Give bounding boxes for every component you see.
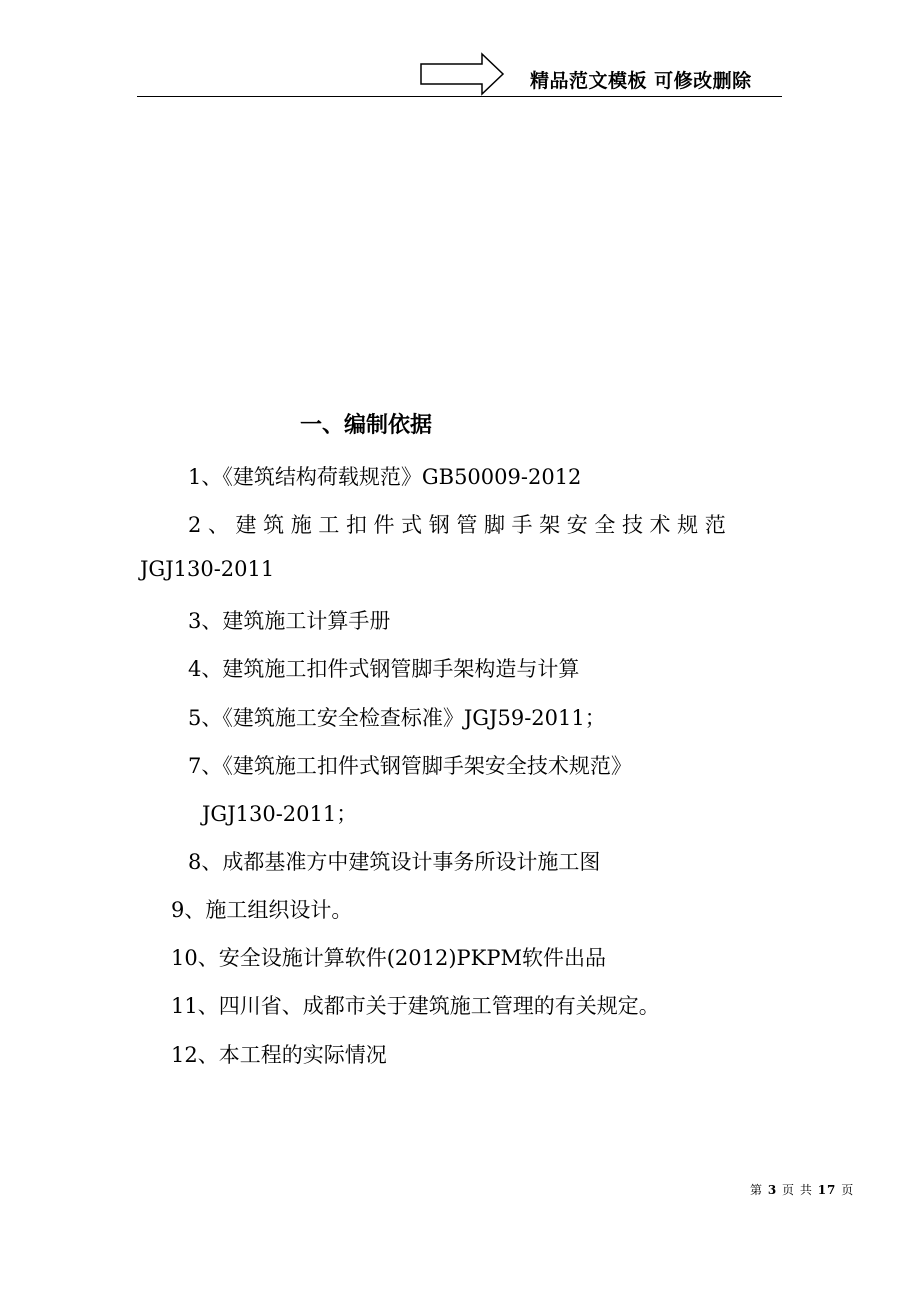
list-item: 7、《建筑施工扣件式钢管脚手架安全技术规范》 bbox=[188, 754, 632, 778]
current-page-number: 3 bbox=[767, 1183, 778, 1197]
total-page-count: 17 bbox=[817, 1183, 837, 1197]
header-divider bbox=[137, 96, 782, 97]
list-item: 1、《建筑结构荷载规范》GB50009-2012 bbox=[188, 465, 582, 489]
header-banner-text: 精品范文模板 可修改删除 bbox=[530, 70, 752, 92]
list-item: 11、四川省、成都市关于建筑施工管理的有关规定。 bbox=[171, 994, 660, 1018]
list-item: 10、安全设施计算软件(2012)PKPM软件出品 bbox=[171, 946, 607, 970]
list-item: 12、本工程的实际情况 bbox=[171, 1043, 387, 1067]
list-item: 9、施工组织设计。 bbox=[171, 898, 353, 922]
list-item: 2、建筑施工扣件式钢管脚手架安全技术规范 bbox=[188, 513, 733, 537]
list-item: 3、建筑施工计算手册 bbox=[188, 609, 391, 633]
list-item-continuation: JGJ130-2011； bbox=[202, 802, 358, 826]
footer-middle: 页 共 bbox=[782, 1183, 813, 1197]
list-item-continuation: JGJ130-2011 bbox=[140, 557, 275, 581]
list-item: 4、建筑施工扣件式钢管脚手架构造与计算 bbox=[188, 657, 580, 681]
list-item: 8、成都基准方中建筑设计事务所设计施工图 bbox=[188, 850, 601, 874]
list-item: 5、《建筑施工安全检查标准》JGJ59-2011； bbox=[188, 706, 606, 730]
section-heading: 一、编制依据 bbox=[300, 413, 433, 438]
page-footer bbox=[750, 1181, 854, 1198]
arrow-icon bbox=[419, 52, 505, 96]
footer-prefix: 第 bbox=[750, 1183, 764, 1197]
footer-suffix: 页 bbox=[841, 1183, 855, 1197]
